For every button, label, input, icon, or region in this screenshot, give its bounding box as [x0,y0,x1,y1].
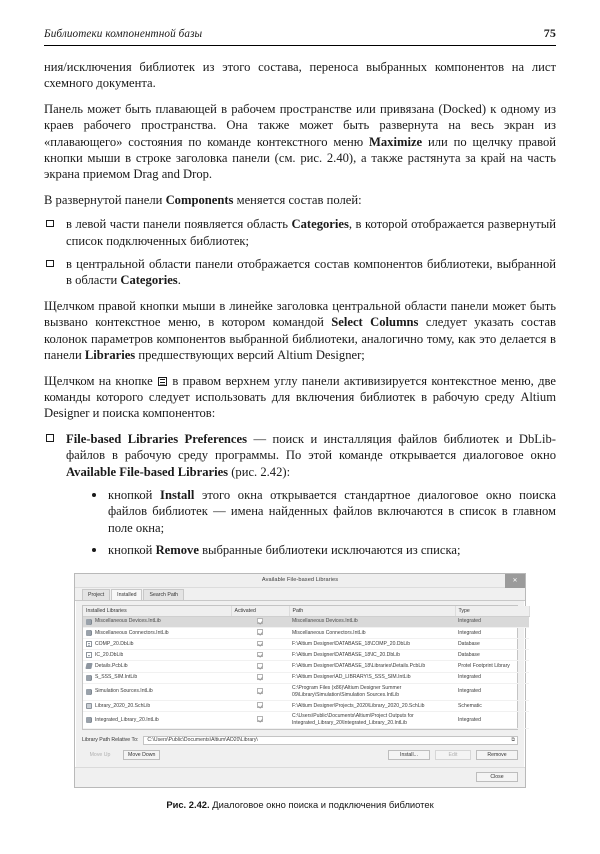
library-path-relative-row [82,736,518,745]
list-item [88,487,556,536]
term-components: Components [165,192,234,207]
pcb-footprint-icon [85,663,92,669]
library-name: Library_2020_20.SchLib [95,702,151,709]
list-item-text: в центральной области панели отображается состав компонентов библиотеки, выбранной в области [66,257,556,288]
table-row[interactable] [83,672,529,683]
library-type: Integrated [455,627,529,638]
library-path: F:\Altium Designer\DATABASE_18\COMP_20.DbLib [289,638,455,649]
list-item-text: , в которой отображается развернутый список подключенных библиотек; [66,217,557,248]
library-name: Simulation Sources.IntLib [95,688,153,695]
list-item-text: (рис. 2.42): [228,464,291,479]
library-type: Integrated [455,616,529,627]
list-item [44,431,556,559]
column-header-path[interactable]: Path [289,606,455,617]
term-libraries: Libraries [84,348,136,363]
database-icon [86,641,92,647]
term-categories: Categories [120,273,178,288]
book-icon [86,689,92,695]
library-name: Integrated_Library_20.IntLib [95,716,159,723]
table-header-row [83,606,529,617]
list-item-text: в левой части панели появляется область [66,217,292,232]
page-number: 75 [543,26,556,40]
paragraph-text: Щелчком правой кнопки мыши в линейке заголовка центральной области панели может быть вызвано контекстное меню, в котором командой [44,298,556,330]
term-file-based-libraries-preferences: File-based Libraries Preferences [66,431,248,446]
install-button[interactable]: Install... [388,750,430,760]
library-path-relative-value: C:\Users\Public\Documents\Altium\AD20\Library\ [147,737,258,744]
list-item-text: кнопкой [108,543,156,558]
library-type: Integrated [455,672,529,683]
term-install: Install [160,487,195,502]
column-header-installed-libraries[interactable]: Installed Libraries [83,606,231,617]
paragraph-text: ния/исключения библиотек из этого состава, переноса выбранных компонентов на лист схемного документа. [44,60,556,91]
dialog-action-buttons [82,750,518,760]
paragraph-text: меняется состав полей: [233,192,362,207]
library-type: Database [455,638,529,649]
figure-2-42 [44,573,556,810]
square-bullet-icon [46,434,54,442]
library-type: Integrated [455,711,529,728]
dialog-tab-bar [75,588,525,601]
activated-checkbox[interactable] [257,652,263,658]
move-up-button[interactable]: Move Up [89,751,111,758]
available-file-based-libraries-dialog [74,573,526,788]
table-row[interactable] [83,650,529,661]
figure-number: Рис. 2.42. [166,798,210,810]
library-path: Miscellaneous Connectors.IntLib [289,627,455,638]
remove-button[interactable]: Remove [476,750,518,760]
term-remove: Remove [155,543,199,558]
library-name: Miscellaneous Devices.IntLib [95,618,161,625]
table-row[interactable] [83,683,529,700]
tab-project[interactable]: Project [82,589,110,600]
browse-folder-icon[interactable]: ⧉ [511,737,515,744]
libraries-table [83,606,530,729]
tab-search-path[interactable]: Search Path [143,589,184,600]
paragraph-text: в правом верхнем углу панели активизируется контекстное меню, две команды которого следует использовать для включения библиотек в рабочую среду Altium Designer и поиска компонентов: [44,373,556,421]
library-type: Integrated [455,683,529,700]
column-header-type[interactable]: Type [455,606,529,617]
library-path-relative-field[interactable] [143,736,518,745]
library-path: F:\Altium Designer\Projects_2020\Library_2020_20.SchLib [289,700,455,711]
book-icon [86,675,92,681]
book-icon [86,630,92,636]
list-item [44,256,556,289]
activated-checkbox[interactable] [257,618,263,624]
table-row[interactable] [83,627,529,638]
library-name: Miscellaneous Connectors.IntLib [95,629,169,636]
list-item-text: — поиск и инсталляция файлов библиотек и DbLib-файлов в рабочую среду программы. По этой команде открывается диалоговое окно [66,431,556,463]
header-rule [44,45,556,46]
library-path: C:\Program Files (x86)\Altium Designer Summer 09\Library\Simulation\Simulation Sources.IntLib [289,683,455,700]
activated-checkbox[interactable] [257,702,263,708]
running-head [44,26,556,45]
database-icon [86,652,92,658]
term-maximize: Maximize [368,134,423,149]
running-title: Библиотеки компонентной базы [44,28,203,40]
activated-checkbox[interactable] [257,688,263,694]
library-name: Details.PcbLib [95,663,128,670]
table-row[interactable] [83,711,529,728]
dialog-title: Available File-based Libraries [261,577,339,584]
square-bullet-icon [46,220,54,228]
library-name: IC_20.DbLib [95,652,124,659]
list-item-text: . [177,273,181,288]
square-bullet-icon [46,260,54,268]
book-icon [86,717,92,723]
dot-bullet-list [66,487,556,559]
table-row[interactable] [83,638,529,649]
library-type: Protel Footprint Library [455,661,529,672]
dialog-title-bar [75,574,525,588]
dot-bullet-icon [92,548,96,552]
library-name: S_SSS_SIM.IntLib [95,674,138,681]
term-categories: Categories [291,217,349,232]
close-icon[interactable]: ✕ [505,574,525,588]
library-path-relative-label: Library Path Relative To: [82,737,139,744]
library-path: F:\Altium Designer\AD_LIBRARY\S_SSS_SIM.IntLib [289,672,455,683]
term-available-file-based-libraries: Available File-based Libraries [66,464,229,479]
paragraph-panel-docking [44,101,556,183]
paragraph-text: В развернутой панели [44,192,166,207]
activated-checkbox[interactable] [257,629,263,635]
figure-caption-text: Диалоговое окно поиска и подключения библиотек [209,798,434,810]
paragraph-text: следует указать состав колонок параметров компонентов выбранной библиотеки, аналогично тому, как это делается в панели [44,315,556,363]
hamburger-menu-icon [158,377,167,386]
library-path: F:\Altium Designer\DATABASE_18\Libraries\Details.PcbLib [289,661,455,672]
paragraph-components-intro [44,192,556,208]
term-select-columns: Select Columns [331,315,419,330]
paragraph-text: Панель может быть плавающей в рабочем пространстве или привязана (Docked) к одному из краев рабочего пространства. Она также может быть развернута на весь экран из «плавающего» состояния по команде контекстного меню [44,101,556,149]
paragraph-continuation [44,59,556,92]
list-item [88,542,556,558]
library-path: F:\Altium Designer\DATABASE_18\IC_20.DbLib [289,650,455,661]
move-down-button[interactable]: Move Down [123,750,160,760]
square-bullet-list [44,216,556,289]
close-button[interactable]: Close [476,772,518,782]
edit-button[interactable]: Edit [435,750,471,760]
dot-bullet-icon [92,493,96,497]
column-header-activated[interactable]: Activated [231,606,289,617]
library-type: Database [455,650,529,661]
table-row[interactable] [83,661,529,672]
paragraph-panel-menu-button [44,373,556,422]
list-item-text: этого окна открывается стандартное диалоговое окно поиска файлов библиотек — имена найденных файлов включаются в список в главном поле окна; [108,487,556,535]
list-item-text: кнопкой [108,487,161,502]
library-name: COMP_20.DbLib [95,640,134,647]
paragraph-text: Щелчком на кнопке [44,373,158,388]
paragraph-select-columns [44,298,556,364]
table-row[interactable] [83,700,529,711]
list-item-text: выбранные библиотеки исключаются из списка; [198,543,461,558]
figure-caption [44,799,556,810]
libraries-table-container [82,605,518,730]
activated-checkbox[interactable] [257,674,263,680]
activated-checkbox[interactable] [257,641,263,647]
paragraph-text: предшествующих версий Altium Designer; [135,348,365,363]
book-icon [86,619,92,625]
list-item [44,216,556,249]
library-path: C:\Users\Public\Documents\Altium\Project Outputs for Integrated_Library_20\Integrated_Library_20.IntLib [289,711,455,728]
library-type: Schematic [455,700,529,711]
table-row[interactable] [83,616,529,627]
dialog-footer [75,767,525,787]
activated-checkbox[interactable] [257,663,263,669]
library-path: Miscellaneous Devices.IntLib [289,616,455,627]
activated-checkbox[interactable] [257,716,263,722]
schematic-icon [86,703,92,709]
square-bullet-list-commands [44,431,556,559]
tab-installed[interactable]: Installed [111,589,142,600]
paragraph-text: или по щелчку правой кнопки мыши в строке заголовка панели (см. рис. 2.40), а также растянута за край на часть экрана приемом Drag and Drop. [44,134,556,182]
